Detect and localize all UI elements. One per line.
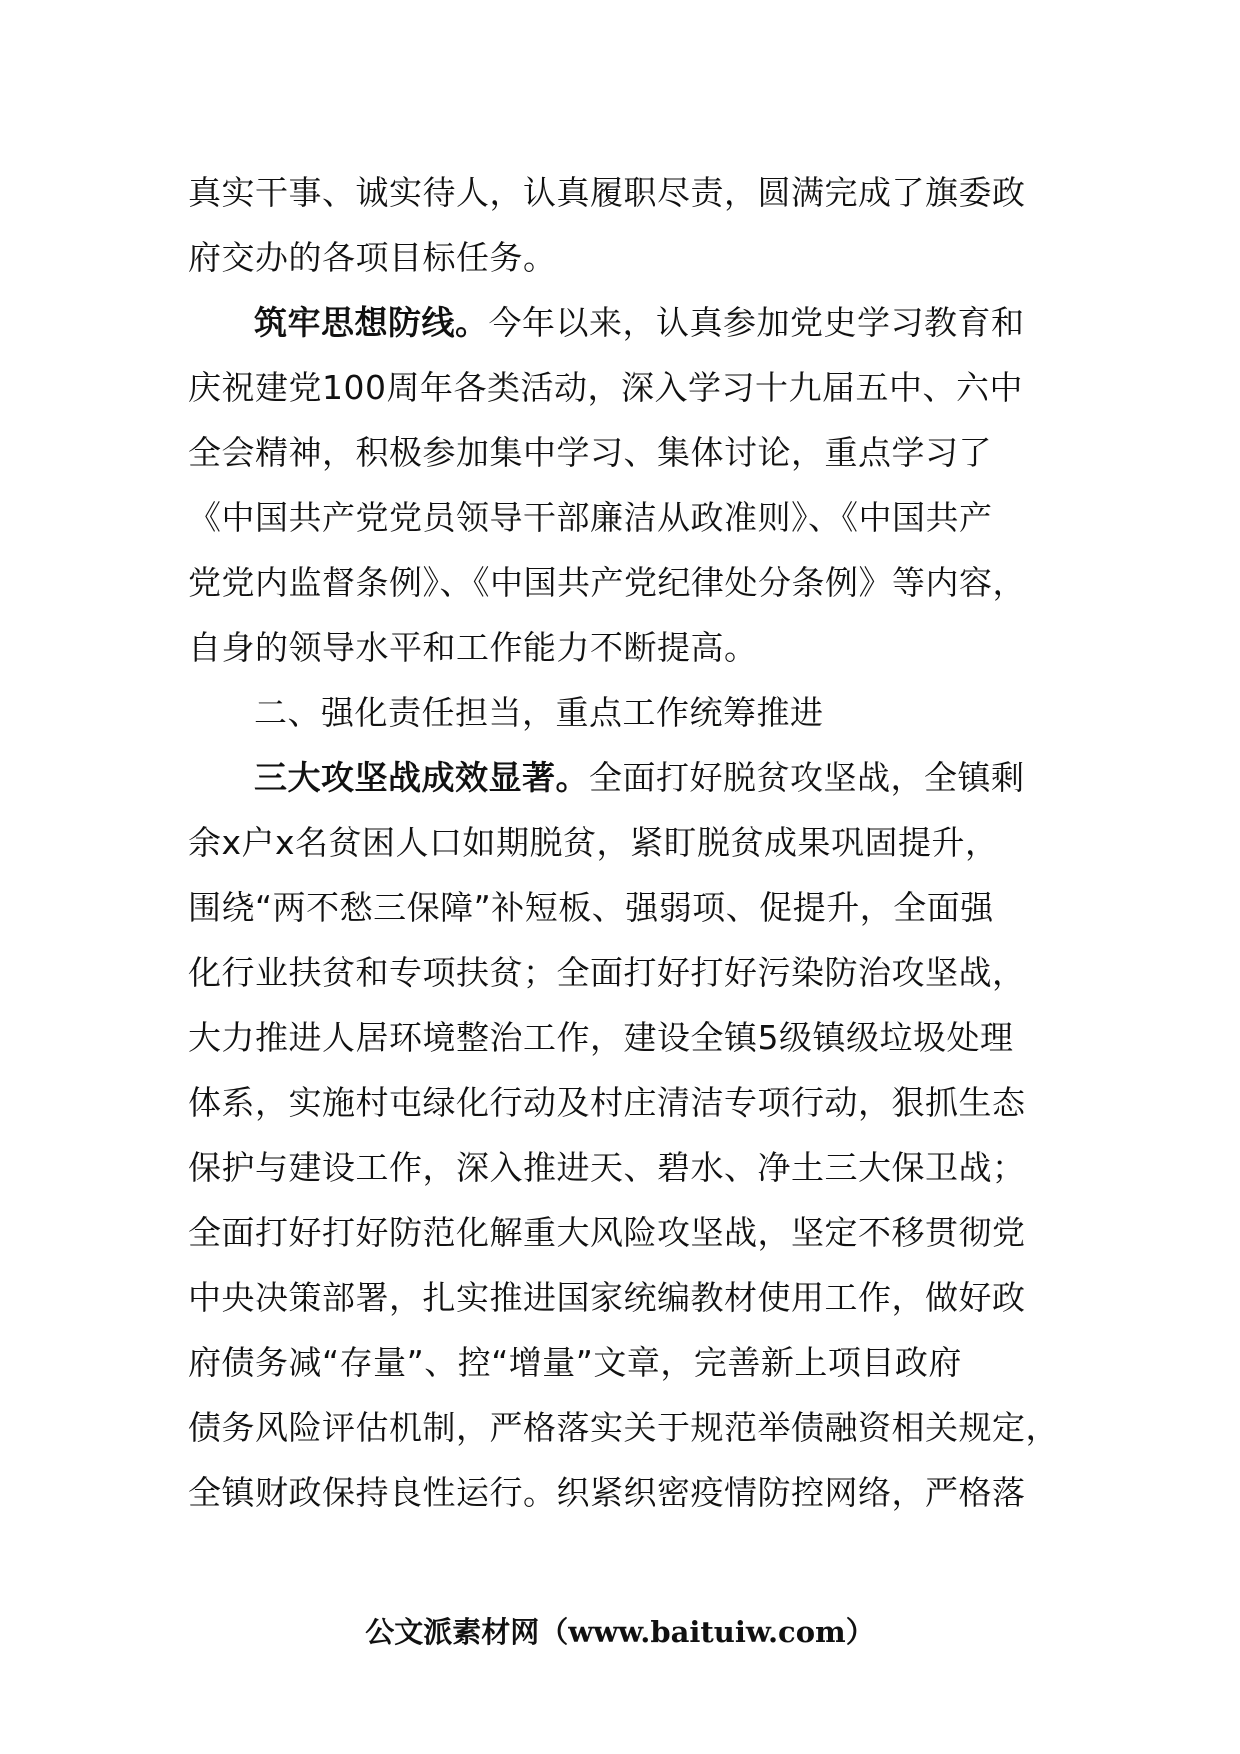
text-line: 中央决策部署，扎实推进国家统编教材使用工作，做好政 [188,1278,1026,1317]
text-line: 化行业扶贫和专项扶贫；全面打好打好污染防治攻坚战， [188,953,1026,992]
text-line: 债务风险评估机制，严格落实关于规范举债融资相关规定， [188,1408,1059,1447]
text-line: 全面打好打好防范化解重大风险攻坚战，坚定不移贯彻党 [188,1213,1026,1252]
text-line: 余x户x名贫困人口如期脱贫，紧盯脱贫成果巩固提升， [188,823,999,862]
text-line: 全镇财政保持良性运行。织紧织密疫情防控网络，严格落 [188,1473,1026,1512]
text-line: 保护与建设工作，深入推进天、碧水、净土三大保卫战； [188,1148,1026,1187]
footer-watermark: 公文派素材网（www.baituiw.com） [365,1615,875,1649]
text-line-remainder: 全面打好脱贫攻坚战，全镇剩 [589,758,1025,797]
text-line: 府交办的各项目标任务。 [188,238,557,277]
text-line: 全会精神，积极参加集中学习、集体讨论，重点学习了 [188,433,992,472]
document-body [188,160,1068,1525]
text-line: 党党内监督条例》、《中国共产党纪律处分条例》等内容， [188,563,1026,602]
section-heading: 二、强化责任担当，重点工作统筹推进 [254,693,824,732]
text-line: 自身的领导水平和工作能力不断提高。 [188,628,758,667]
text-line: 府债务减“存量”、控“增量”文章，完善新上项目政府 [188,1343,962,1382]
text-line: 庆祝建党100周年各类活动，深入学习十九届五中、六中 [188,368,1023,407]
paragraph-lead: 三大攻坚战成效显著。 [254,758,589,797]
text-line: 围绕“两不愁三保障”补短板、强弱项、促提升，全面强 [188,888,994,927]
paragraph-lead: 筑牢思想防线。 [254,303,489,342]
text-line: 大力推进人居环境整治工作，建设全镇5级镇级垃圾处理 [188,1018,1014,1057]
paragraph-start-line [188,745,1068,810]
text-line-remainder: 今年以来，认真参加党史学习教育和 [488,303,1025,342]
text-line: 《中国共产党党员领导干部廉洁从政准则》、《中国共产 [188,498,993,537]
text-line: 体系，实施村屯绿化行动及村庄清洁专项行动，狠抓生态 [188,1083,1026,1122]
paragraph-start-line [188,290,1068,355]
text-line: 真实干事、诚实待人，认真履职尽责，圆满完成了旗委政 [188,173,1026,212]
